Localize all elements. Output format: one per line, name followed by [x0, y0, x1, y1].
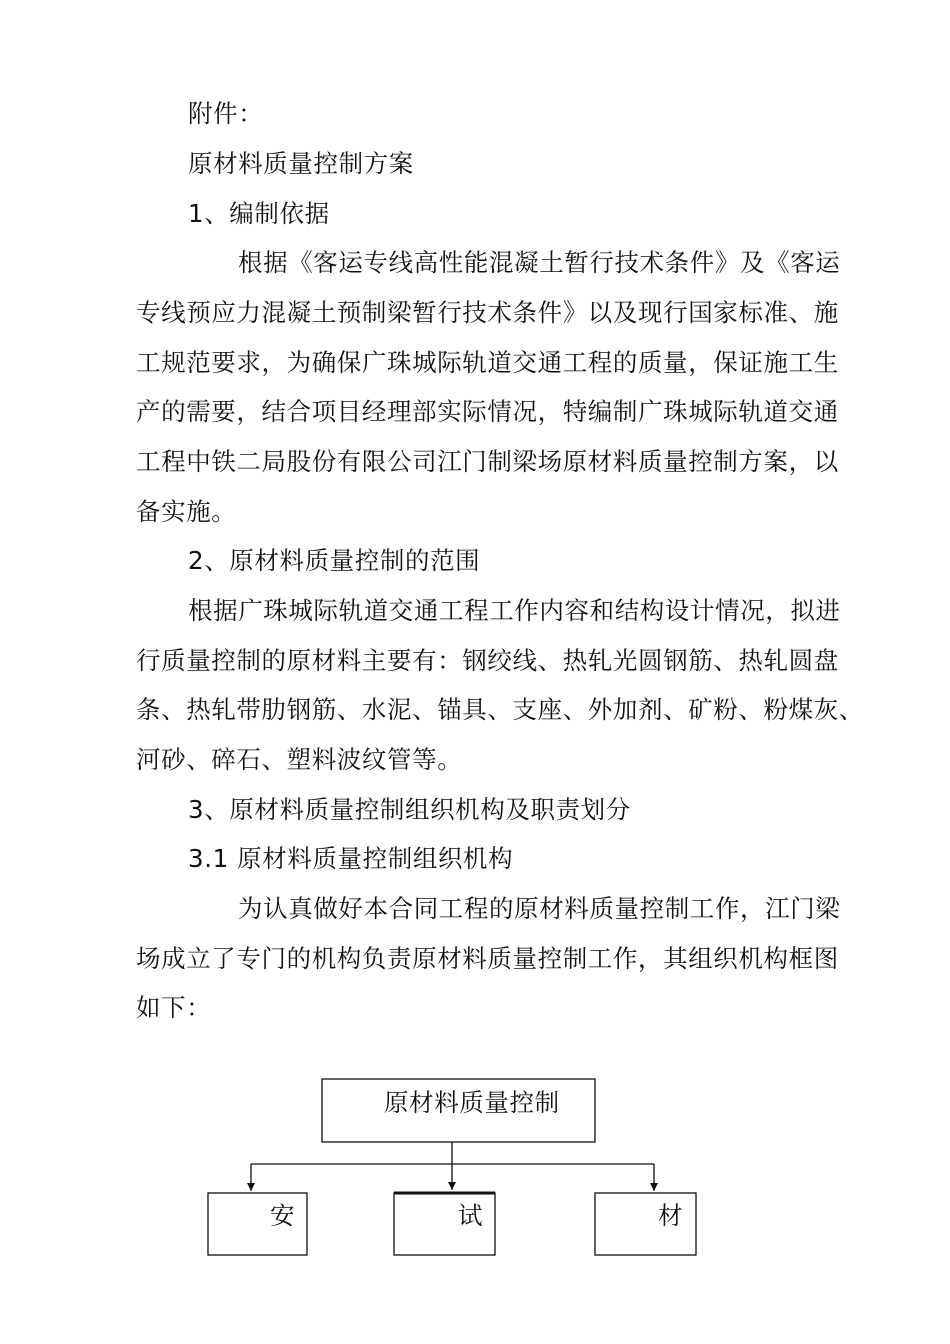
paragraph-line: 场成立了专门的机构负责原材料质量控制工作，其组织机构框图 — [136, 944, 839, 973]
document-title: 原材料质量控制方案 — [188, 149, 414, 178]
paragraph-line: 为认真做好本合同工程的原材料质量控制工作，江门梁 — [238, 894, 841, 923]
paragraph-line: 专线预应力混凝土预制梁暂行技术条件》以及现行国家标准、施 — [136, 298, 839, 327]
paragraph-line: 根据《客运专线高性能混凝土暂行技术条件》及《客运 — [238, 248, 841, 277]
paragraph-line: 工规范要求，为确保广珠城际轨道交通工程的质量，保证施工生 — [136, 348, 839, 377]
paragraph-line: 河砂、碎石、塑料波纹管等。 — [136, 745, 463, 774]
section-heading-3: 3、原材料质量控制组织机构及职责划分 — [188, 795, 631, 824]
section-heading-2: 2、原材料质量控制的范围 — [188, 546, 481, 575]
paragraph-line: 根据广珠城际轨道交通工程工作内容和结构设计情况，拟进 — [188, 596, 841, 625]
paragraph-line: 如下： — [136, 993, 212, 1022]
paragraph-line: 条、热轧带肋钢筋、水泥、锚具、支座、外加剂、矿粉、粉煤灰、 — [136, 695, 864, 724]
paragraph-line: 工程中铁二局股份有限公司江门制梁场原材料质量控制方案，以 — [136, 447, 839, 476]
attachment-label: 附件： — [188, 99, 264, 128]
section-heading-1: 1、编制依据 — [188, 199, 330, 228]
org-child-label-3: 材 — [658, 1201, 684, 1230]
paragraph-line: 行质量控制的原材料主要有：钢绞线、热轧光圆钢筋、热轧圆盘 — [136, 646, 839, 675]
paragraph-line: 产的需要，结合项目经理部实际情况，特编制广珠城际轨道交通 — [136, 397, 839, 426]
org-top-box-label: 原材料质量控制 — [384, 1088, 560, 1117]
paragraph-line: 备实施。 — [136, 497, 237, 526]
subsection-heading-3-1: 3.1 原材料质量控制组织机构 — [188, 844, 514, 873]
org-child-label-2: 试 — [458, 1201, 484, 1230]
org-child-label-1: 安 — [270, 1201, 296, 1230]
